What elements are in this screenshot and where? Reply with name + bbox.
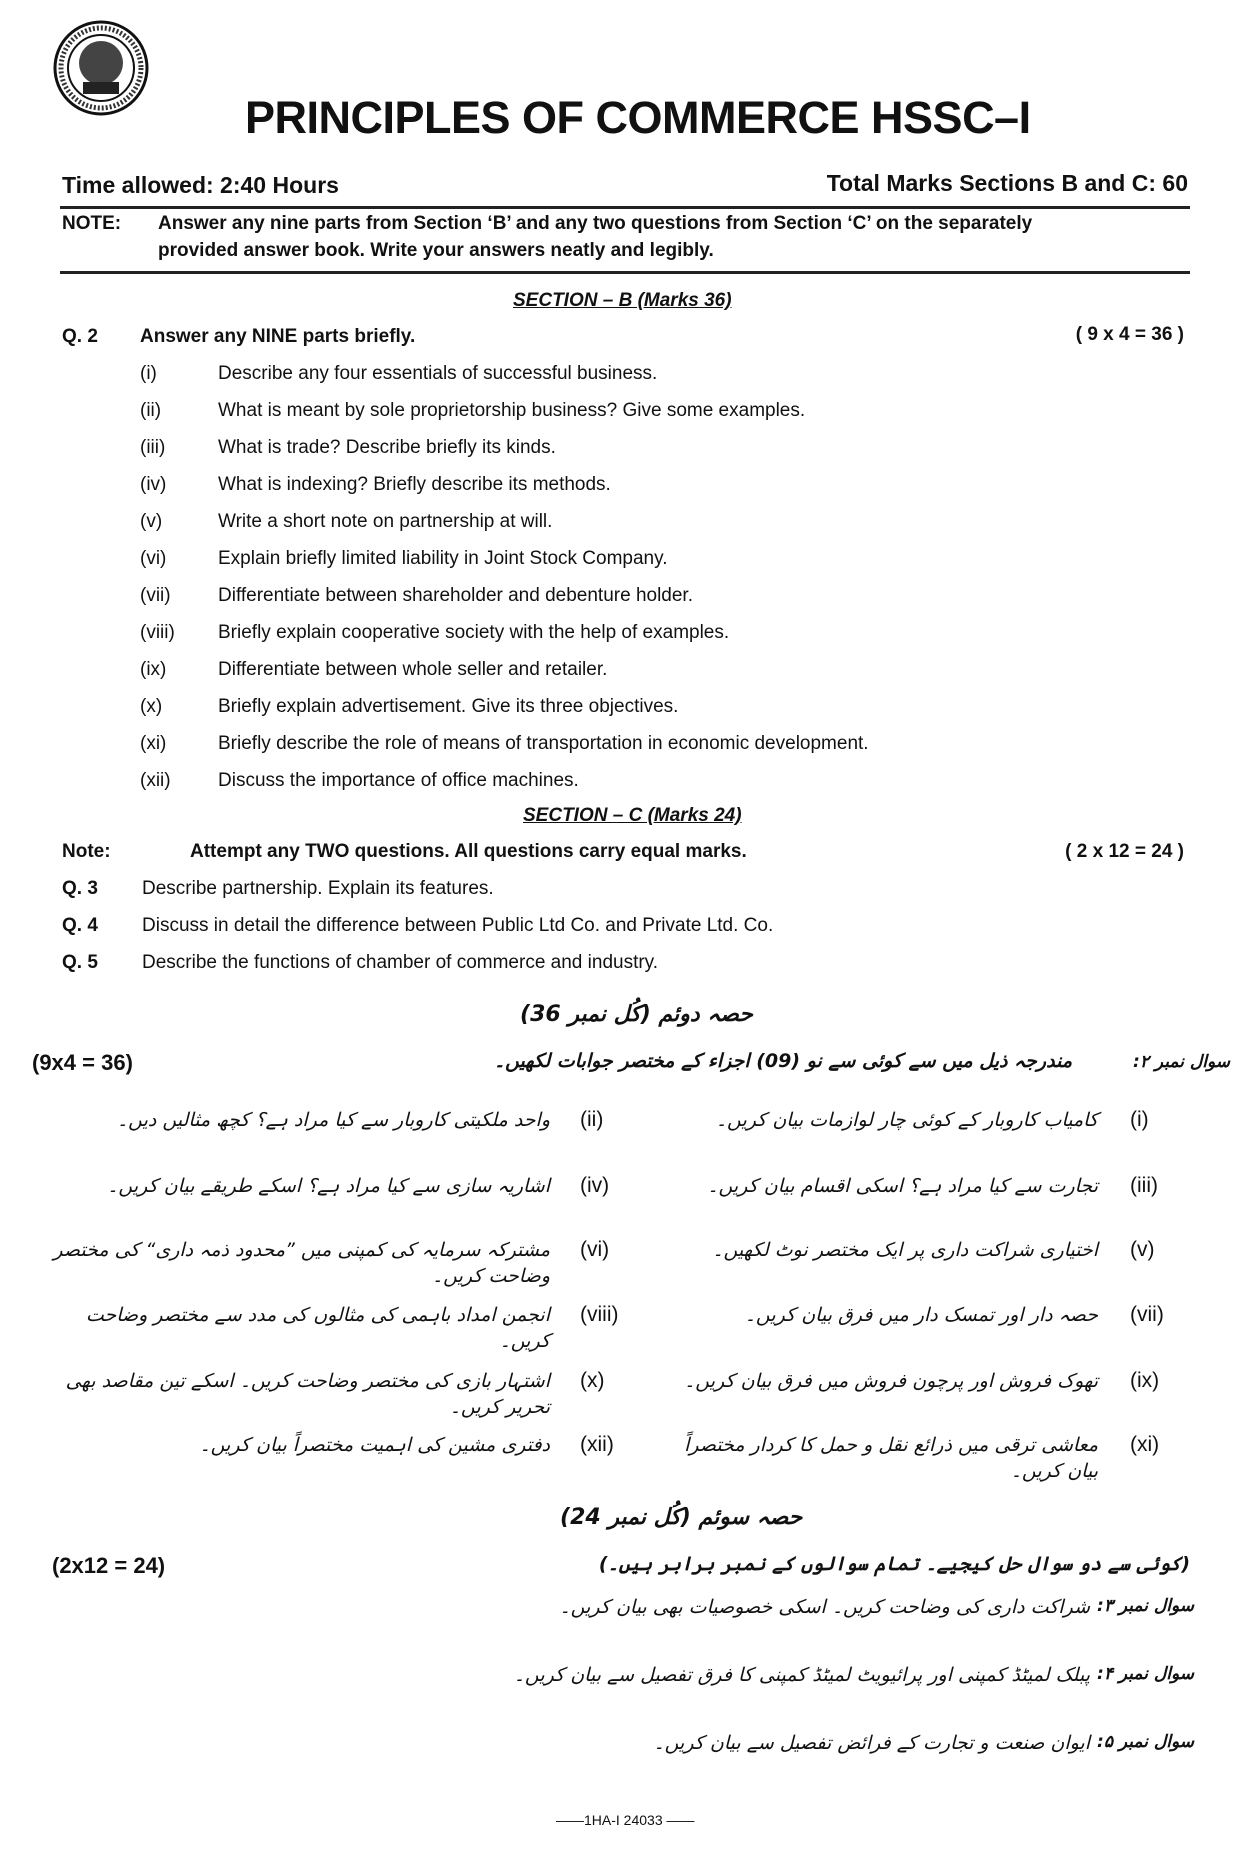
divider — [60, 271, 1190, 274]
urdu-item-text: مشترکہ سرمایہ کی کمپنی میں ”محدود ذمہ داری“ کی مختصر وضاحت کریں۔ — [53, 1239, 550, 1287]
question-number: Q. 5 — [62, 952, 98, 973]
item-number: (xi) — [140, 733, 167, 754]
urdu-section-b-title: حصہ دوئم (کُل نمبر 36) — [520, 1002, 753, 1027]
section-c-note-label: Note: — [62, 841, 111, 862]
item-number: (v) — [140, 511, 163, 532]
urdu-question-number: سوال نمبر ۴: — [1097, 1664, 1194, 1684]
section-c-title: SECTION – C (Marks 24) — [523, 805, 742, 826]
question-number: Q. 4 — [62, 915, 98, 936]
paper-code: ——1HA-I 24033 —— — [556, 1812, 695, 1828]
question-number: Q. 3 — [62, 878, 98, 899]
urdu-item-text: اختیاری شراکت داری پر ایک مختصر نوٹ لکھیں۔ — [712, 1239, 1098, 1261]
urdu-item-number: (ix) — [1130, 1369, 1160, 1392]
item-number: (i) — [140, 363, 157, 384]
urdu-q2-label: سوال نمبر ۲: — [1133, 1052, 1230, 1072]
urdu-q2-instruction: مندرجہ ذیل میں سے کوئی سے نو (09) اجزاء کے مختصر جوابات لکھیں۔ — [493, 1050, 1072, 1072]
item-number: (ix) — [140, 659, 167, 680]
item-number: (vii) — [140, 585, 171, 606]
urdu-section-b-marks: (9x4 = 36) — [32, 1050, 133, 1075]
urdu-item-text: واحد ملکیتی کاروبار سے کیا مراد ہے؟ کچھ مثالیں دیں۔ — [117, 1109, 550, 1131]
note-line-2: provided answer book. Write your answers neatly and legibly. — [158, 240, 714, 261]
urdu-item-number: (vii) — [1130, 1303, 1164, 1326]
item-number: (vi) — [140, 548, 167, 569]
q2-label: Q. 2 — [62, 326, 98, 347]
note-line-1: Answer any nine parts from Section ‘B’ and any two questions from Section ‘C’ on the separately — [158, 213, 1033, 234]
question-text: Describe the functions of chamber of commerce and industry. — [142, 952, 659, 973]
urdu-item-text: اشتہار بازی کی مختصر وضاحت کریں۔ اسکے تین مقاصد بھی تحریر کریں۔ — [65, 1370, 550, 1418]
urdu-item-number: (xii) — [580, 1433, 614, 1456]
urdu-item-text: حصہ دار اور تمسک دار میں فرق بیان کریں۔ — [744, 1304, 1098, 1326]
urdu-question-text: شراکت داری کی وضاحت کریں۔ اسکی خصوصیات بھی بیان کریں۔ — [559, 1596, 1090, 1618]
urdu-question-number: سوال نمبر ۵: — [1097, 1732, 1194, 1752]
item-text: What is indexing? Briefly describe its methods. — [218, 474, 611, 495]
item-number: (ii) — [140, 400, 162, 421]
item-number: (x) — [140, 696, 163, 717]
urdu-item-number: (ii) — [580, 1108, 604, 1131]
q2-instruction: Answer any NINE parts briefly. — [140, 326, 416, 347]
urdu-item-number: (v) — [1130, 1238, 1155, 1261]
urdu-question-text: پبلک لمیٹڈ کمپنی اور پرائیویٹ لمیٹڈ کمپنی کا فرق تفصیل سے بیان کریں۔ — [513, 1664, 1090, 1686]
item-text: Briefly describe the role of means of transportation in economic development. — [218, 733, 869, 754]
item-text: What is meant by sole proprietorship business? Give some examples. — [218, 400, 806, 421]
urdu-question-text: ایوان صنعت و تجارت کے فرائض تفصیل سے بیان کریں۔ — [653, 1732, 1090, 1754]
urdu-section-c-instruction: (کوئی سے دو سوال حل کیجیے۔ تمام سوالوں کے نمبر برابر ہیں۔) — [598, 1553, 1190, 1575]
urdu-item-text: معاشی ترقی میں ذرائع نقل و حمل کا کردار مختصراً بیان کریں۔ — [684, 1434, 1098, 1482]
item-number: (viii) — [140, 622, 175, 643]
section-c-marks: ( 2 x 12 = 24 ) — [1065, 841, 1184, 862]
item-number: (iv) — [140, 474, 167, 495]
urdu-item-number: (i) — [1130, 1108, 1149, 1131]
section-b-title: SECTION – B (Marks 36) — [513, 290, 732, 311]
question-text: Describe partnership. Explain its features. — [142, 878, 494, 899]
item-text: Differentiate between shareholder and debenture holder. — [218, 585, 693, 606]
urdu-item-text: تجارت سے کیا مراد ہے؟ اسکی اقسام بیان کریں۔ — [707, 1175, 1098, 1197]
urdu-question-number: سوال نمبر ۳: — [1097, 1596, 1194, 1616]
board-logo — [53, 18, 149, 118]
item-text: What is trade? Describe briefly its kinds. — [218, 437, 556, 458]
item-text: Describe any four essentials of successful business. — [218, 363, 658, 384]
urdu-item-number: (xi) — [1130, 1433, 1160, 1456]
item-text: Briefly explain advertisement. Give its three objectives. — [218, 696, 679, 717]
urdu-item-text: اشاریہ سازی سے کیا مراد ہے؟ اسکے طریقے بیان کریں۔ — [107, 1175, 550, 1197]
note-label: NOTE: — [62, 213, 122, 234]
section-c-instruction: Attempt any TWO questions. All questions carry equal marks. — [190, 841, 747, 862]
item-number: (xii) — [140, 770, 171, 791]
urdu-item-text: انجمن امداد باہمی کی مثالوں کی مدد سے مختصر وضاحت کریں۔ — [85, 1304, 550, 1352]
divider — [60, 206, 1190, 209]
urdu-item-text: دفتری مشین کی اہمیت مختصراً بیان کریں۔ — [199, 1434, 550, 1456]
urdu-section-c-marks: (2x12 = 24) — [52, 1553, 166, 1578]
urdu-item-number: (iii) — [1130, 1174, 1158, 1197]
urdu-item-number: (x) — [580, 1369, 605, 1392]
item-text: Explain briefly limited liability in Joint Stock Company. — [218, 548, 668, 569]
question-text: Discuss in detail the difference between Public Ltd Co. and Private Ltd. Co. — [142, 915, 774, 936]
item-text: Briefly explain cooperative society with the help of examples. — [218, 622, 730, 643]
urdu-item-number: (iv) — [580, 1174, 610, 1197]
urdu-item-number: (viii) — [580, 1303, 619, 1326]
item-text: Differentiate between whole seller and retailer. — [218, 659, 608, 680]
time-allowed: Time allowed: 2:40 Hours — [62, 172, 339, 198]
item-text: Write a short note on partnership at will. — [218, 511, 553, 532]
q2-marks: ( 9 x 4 = 36 ) — [1075, 324, 1184, 345]
urdu-item-number: (vi) — [580, 1238, 610, 1261]
paper-title: PRINCIPLES OF COMMERCE HSSC–I — [245, 92, 1031, 143]
item-number: (iii) — [140, 437, 166, 458]
total-marks: Total Marks Sections B and C: 60 — [826, 170, 1188, 196]
urdu-item-text: کامیاب کاروبار کے کوئی چار لوازمات بیان کریں۔ — [715, 1109, 1098, 1131]
urdu-section-c-title: حصہ سوئم (کُل نمبر 24) — [560, 1505, 803, 1530]
item-text: Discuss the importance of office machines. — [218, 770, 579, 791]
urdu-item-text: تھوک فروش اور پرچون فروش میں فرق بیان کریں۔ — [684, 1370, 1098, 1392]
